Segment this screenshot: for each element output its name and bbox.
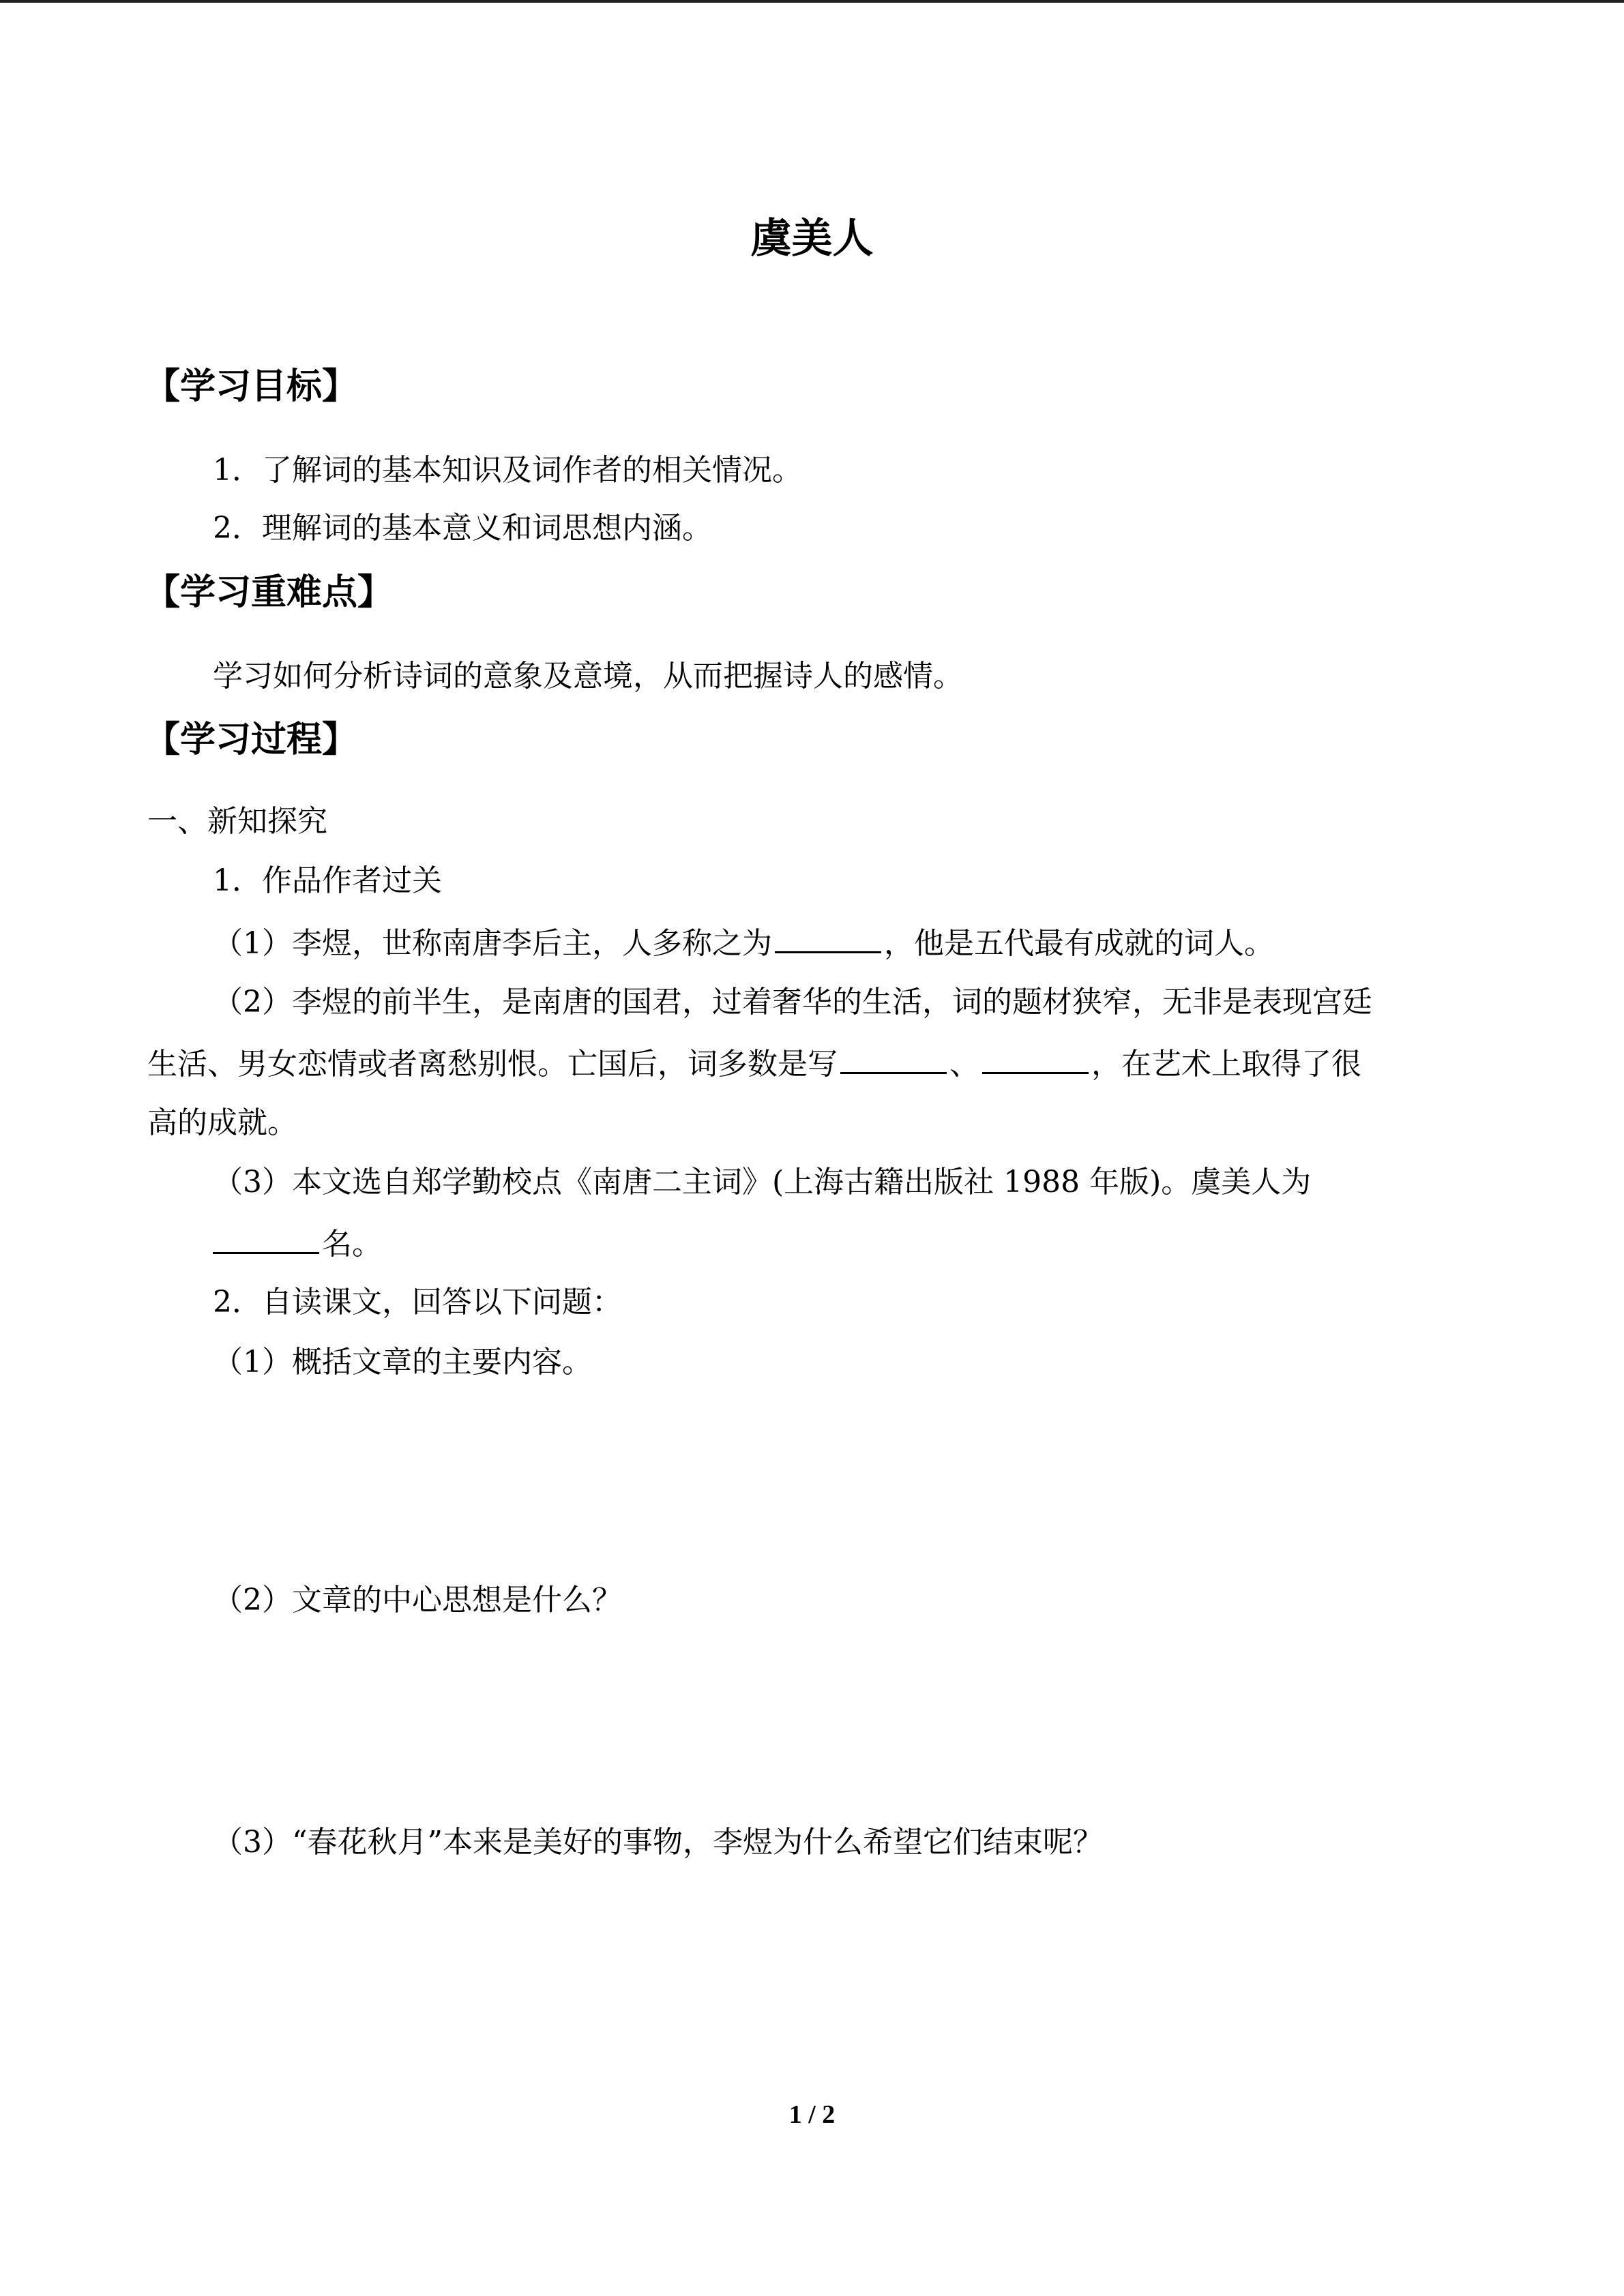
objective-item-1: 1．了解词的基本知识及词作者的相关情况。 (213, 453, 802, 488)
question-1-3-text-b: 名。 (322, 1227, 382, 1262)
question-1-1-text-a: （1）李煜，世称南唐李后主，人多称之为 (213, 926, 772, 961)
fill-blank[interactable] (213, 1222, 319, 1254)
fill-blank[interactable] (982, 1042, 1089, 1074)
objectives-heading: 【学习目标】 (145, 366, 358, 407)
question-1-2-text-b: 、 (949, 1047, 979, 1082)
top-border (0, 0, 1624, 3)
question-1-2-line-3: 高的成就。 (147, 1105, 297, 1140)
question-1-1-text-b: ，他是五代最有成就的词人。 (884, 926, 1274, 961)
document-title: 虞美人 (750, 215, 874, 263)
question-2-title: 2．自读课文，回答以下问题： (213, 1285, 622, 1320)
page-number: 1 / 2 (788, 2100, 836, 2129)
process-heading: 【学习过程】 (145, 719, 358, 760)
question-1-1 (213, 921, 1274, 964)
question-1-2-line-1: （2）李煜的前半生，是南唐的国君，过着奢华的生活，词的题材狭窄，无非是表现宫廷 (213, 985, 1372, 1019)
question-1-title: 1．作品作者过关 (213, 863, 442, 898)
fill-blank[interactable] (840, 1042, 947, 1074)
question-2-2: （2）文章的中心思想是什么？ (213, 1583, 622, 1617)
question-1-2-text-a: 生活、男女恋情或者离愁别恨。亡国后，词多数是写 (147, 1047, 838, 1082)
objective-item-2: 2．理解词的基本意义和词思想内涵。 (213, 511, 712, 546)
question-1-3-line-2 (213, 1222, 382, 1265)
part-1-title: 一、新知探究 (147, 804, 327, 839)
fill-blank[interactable] (775, 921, 881, 953)
question-2-3: （3）“春花秋月”本来是美好的事物，李煜为什么希望它们结束呢？ (213, 1825, 1103, 1860)
key-points-text: 学习如何分析诗词的意象及意境，从而把握诗人的感情。 (213, 659, 963, 694)
question-1-3-line-1: （3）本文选自郑学勤校点《南唐二主词》(上海古籍出版社 1988 年版)。虞美人为 (213, 1165, 1312, 1199)
key-points-heading: 【学习重难点】 (145, 572, 394, 613)
question-1-2-text-c: ，在艺术上取得了很 (1091, 1047, 1361, 1082)
question-1-2-line-2 (147, 1042, 1361, 1085)
question-2-1: （1）概括文章的主要内容。 (213, 1345, 592, 1380)
